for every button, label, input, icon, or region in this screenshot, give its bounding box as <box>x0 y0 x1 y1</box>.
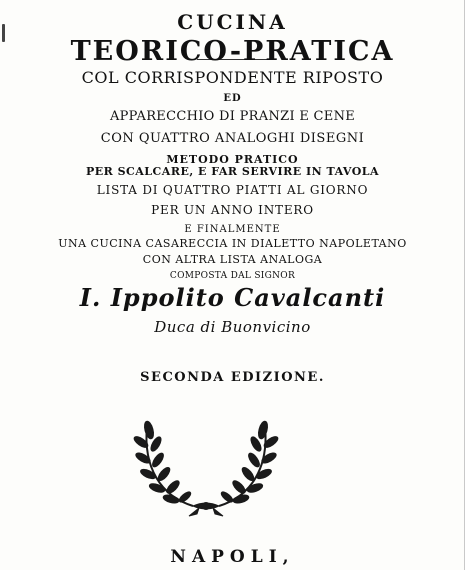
subtitle-riposto: COL CORRISPONDENTE RIPOSTO <box>81 68 384 87</box>
subtitle-lista-analoga: CON ALTRA LISTA ANALOGA <box>142 253 323 266</box>
subtitle-anno-intero: PER UN ANNO INTERO <box>151 203 314 217</box>
composed-by-label: COMPOSTA DAL SIGNOR <box>169 271 296 281</box>
subtitle-apparecchio: APPARECCHIO DI PRANZI E CENE <box>109 109 356 124</box>
title-line-teorico-pratica: TEORICO-PRATICA <box>70 36 395 67</box>
author-title: Duca di Buonvicino <box>154 318 311 336</box>
subtitle-metodo-pratico: METODO PRATICO <box>166 153 299 166</box>
subtitle-ed: ED <box>223 93 242 104</box>
subtitle-finalmente: E FINALMENTE <box>184 224 281 235</box>
subtitle-cucina-casareccia: UNA CUCINA CASARECCIA IN DIALETTO NAPOLETANO <box>58 237 407 250</box>
laurel-wreath-icon <box>131 408 281 518</box>
subtitle-scalcare: PER SCALCARE, E FAR SERVIRE IN TAVOLA <box>85 165 380 178</box>
subtitle-disegni: CON QUATTRO ANALOGHI DISEGNI <box>100 131 365 146</box>
title-line-cucina: CUCINA <box>177 10 288 34</box>
author-name: I. Ippolito Cavalcanti <box>79 283 386 312</box>
subtitle-lista-piatti: LISTA DI QUATTRO PIATTI AL GIORNO <box>96 183 369 197</box>
imprint-place: NAPOLI, <box>170 547 295 567</box>
edition-statement: SECONDA EDIZIONE. <box>140 370 325 385</box>
